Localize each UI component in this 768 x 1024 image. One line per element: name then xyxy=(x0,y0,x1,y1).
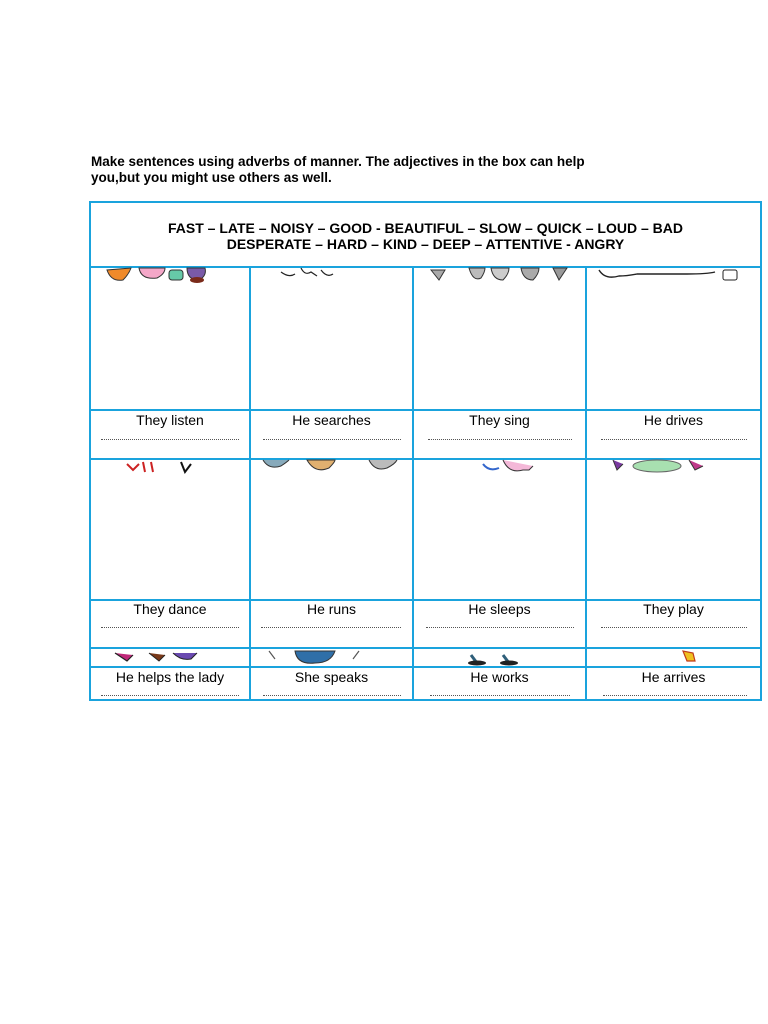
prompt-he-drives: He drives xyxy=(643,412,704,428)
clipart-dancing-couple xyxy=(125,460,205,474)
prompt-he-runs: He runs xyxy=(306,601,357,617)
clipart-arriving-person xyxy=(677,649,707,665)
worksheet-table xyxy=(89,201,762,701)
clipart-driving-car xyxy=(597,268,747,284)
instructions-line-2: you,but you might use others as well. xyxy=(91,170,332,185)
answer-line-they-play[interactable] xyxy=(601,627,747,628)
prompt-she-speaks: She speaks xyxy=(294,669,369,685)
prompt-he-searches: He searches xyxy=(292,412,371,428)
clipart-working-man xyxy=(463,649,523,665)
answer-line-he-sleeps[interactable] xyxy=(426,627,574,628)
grid-hline-5 xyxy=(91,666,760,668)
answer-line-he-runs[interactable] xyxy=(261,627,401,628)
clipart-singing-group xyxy=(429,268,579,284)
answer-line-they-listen[interactable] xyxy=(101,439,239,440)
grid-vline-3 xyxy=(585,268,587,701)
prompt-they-listen: They listen xyxy=(136,412,204,428)
prompt-they-play: They play xyxy=(643,601,704,617)
clipart-searching-man xyxy=(281,268,341,280)
word-box-line-2: DESPERATE – HARD – KIND – DEEP – ATTENTIVE - ANGRY xyxy=(226,236,625,252)
prompt-he-arrives: He arrives xyxy=(641,669,706,685)
prompt-he-helps-the-lady: He helps the lady xyxy=(115,669,225,685)
answer-line-they-dance[interactable] xyxy=(101,627,239,628)
instructions xyxy=(91,154,691,186)
clipart-helping-lady xyxy=(113,649,213,665)
adjective-word-box xyxy=(91,203,760,268)
prompt-he-sleeps: He sleeps xyxy=(468,601,531,617)
grid-vline-2 xyxy=(412,268,414,701)
word-box-line-1: FAST – LATE – NOISY – GOOD - BEAUTIFUL – SLOW – QUICK – LOUD – BAD xyxy=(168,220,683,236)
answer-line-he-works[interactable] xyxy=(430,695,570,696)
clipart-speaking-woman xyxy=(263,649,373,665)
clipart-sleeping-man xyxy=(483,460,543,474)
answer-line-she-speaks[interactable] xyxy=(263,695,401,696)
prompt-they-dance: They dance xyxy=(133,601,207,617)
clipart-running-man xyxy=(259,460,409,474)
answer-line-they-sing[interactable] xyxy=(428,439,572,440)
instructions-line-1: Make sentences using adverbs of manner. The adjectives in the box can help xyxy=(91,154,585,169)
answer-line-he-searches[interactable] xyxy=(263,439,401,440)
clipart-playing-kids xyxy=(609,460,719,474)
clipart-listening-kids xyxy=(99,268,209,284)
grid-vline-1 xyxy=(249,268,251,701)
answer-line-he-arrives[interactable] xyxy=(603,695,747,696)
answer-line-he-drives[interactable] xyxy=(601,439,747,440)
answer-line-he-helps-the-lady[interactable] xyxy=(101,695,239,696)
prompt-he-works: He works xyxy=(470,669,529,685)
prompt-they-sing: They sing xyxy=(469,412,530,428)
grid-hline-1 xyxy=(91,409,760,411)
